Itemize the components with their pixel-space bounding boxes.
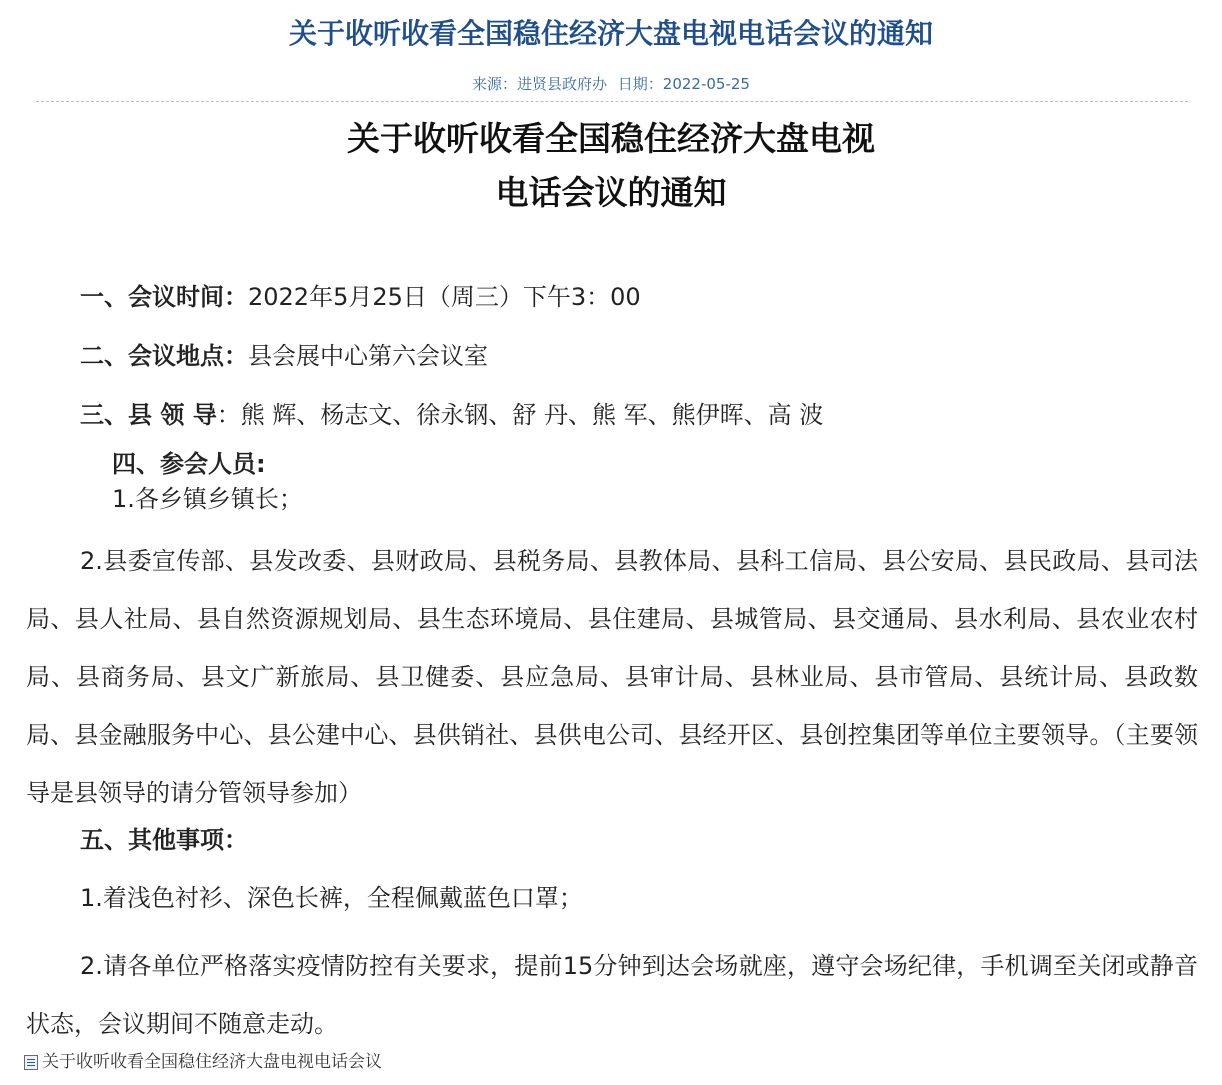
word-file-icon: [24, 1055, 38, 1070]
attendees-item-1: 1.各乡镇乡镇长；: [112, 485, 303, 513]
attendees-heading: [112, 447, 266, 481]
other-matters-label: 五、其他事项：: [80, 826, 248, 854]
meeting-time-value: 2022年5月25日（周三）下午3：00: [248, 283, 641, 311]
article-source: 来源：进贤县政府办: [472, 75, 608, 93]
attendees-label: 四、参会人员:: [112, 450, 266, 478]
article-date: 日期：2022-05-25: [617, 75, 750, 93]
county-leaders-label: 三、县 领 导: [80, 401, 217, 429]
attachment-link[interactable]: [24, 1051, 382, 1073]
document-title: [0, 112, 1222, 220]
county-leaders-value: ：熊 辉、杨志文、徐永钢、舒 丹、熊 军、熊伊晖、高 波: [216, 401, 824, 429]
meeting-time-label: 一、会议时间：: [80, 283, 248, 311]
document-title-line-2: 电话会议的通知: [495, 173, 727, 212]
header-divider: [36, 101, 1188, 102]
meeting-location-value: 县会展中心第六会议室: [248, 342, 488, 370]
other-matters-heading: [80, 823, 248, 857]
attachment-label[interactable]: 关于收听收看全国稳住经济大盘电视电话会议: [42, 1052, 382, 1072]
county-leaders: [80, 398, 823, 432]
attendees-item-2: 2.县委宣传部、县发改委、县财政局、县税务局、县教体局、县科工信局、县公安局、县民政局、县司法局、县人社局、县自然资源规划局、县生态环境局、县住建局、县城管局、县交通局、县水利局、县农业农村局、县商务局、县文广新旅局、县卫健委、县应急局、县审计局、县林业局、县市管局、县统计局、县政数局、县金融服务中心、县公建中心、县供销社、县供电公司、县经开区、县创控集团等单位主要领导。（主要领导是县领导的请分管领导参加）: [26, 547, 1198, 807]
other-matters-item-2: 2.请各单位严格落实疫情防控有关要求，提前15分钟到达会场就座，遵守会场纪律，手机调至关闭或静音状态，会议期间不随意走动。: [26, 952, 1198, 1038]
other-matters-item-1: 1.着浅色衬衫、深色长裤，全程佩戴蓝色口罩；: [80, 884, 583, 912]
meeting-time: [80, 280, 641, 314]
meeting-location: [80, 339, 488, 373]
page-header-title: 关于收听收看全国稳住经济大盘电视电话会议的通知: [288, 17, 933, 50]
article-meta: [0, 72, 1222, 96]
document-title-line-1: 关于收听收看全国稳住经济大盘电视: [347, 119, 875, 158]
meeting-location-label: 二、会议地点：: [80, 342, 248, 370]
